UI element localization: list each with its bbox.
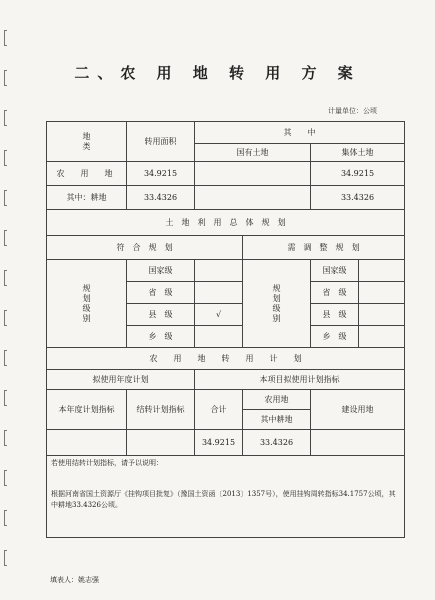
note-question: 若使用结转计划指标，请予以说明： (51, 459, 163, 467)
linked-quota-header: 结转计划指标 (127, 390, 195, 430)
current-year-value (47, 430, 127, 456)
master-plan-heading: 土 地 利 用 总 体 规 划 (47, 210, 405, 236)
row-area: 33.4326 (127, 186, 195, 210)
project-quota-header: 本项目拟使用计划指标 (195, 370, 405, 390)
adjust-mark (359, 304, 405, 326)
level-name: 乡 级 (127, 326, 195, 348)
table-row (47, 186, 405, 210)
cultivated-value: 33.4326 (243, 430, 311, 456)
adjust-plan-header: 需 调 整 规 划 (243, 236, 405, 260)
row-area: 34.9215 (127, 162, 195, 186)
level-name: 国家级 (311, 260, 359, 282)
level-name: 县 级 (311, 304, 359, 326)
conform-mark (195, 282, 243, 304)
note-explanation: 根据河南省国土资源厅《挂钩项目批复》（豫国土资函〔2013〕1357号），使用挂钩周转指标34.1757公顷，其中耕地33.4326公顷。 (51, 490, 396, 509)
total-value: 34.9215 (195, 430, 243, 456)
level-name: 省 级 (127, 282, 195, 304)
row-collective: 33.4326 (311, 186, 405, 210)
collective-land-header: 集体土地 (311, 144, 405, 162)
table-row (47, 162, 405, 186)
row-label: 农 用 地 (47, 162, 127, 186)
level-name: 国家级 (127, 260, 195, 282)
transfer-plan-heading: 农 用 地 转 用 计 划 (47, 348, 405, 370)
adjust-mark (359, 326, 405, 348)
conform-mark (195, 326, 243, 348)
adjust-mark (359, 282, 405, 304)
construction-land-header: 建设用地 (311, 390, 405, 430)
state-land-header: 国有土地 (195, 144, 311, 162)
conform-mark: √ (195, 304, 243, 326)
plan-level-label-left: 规 划 级 别 (47, 260, 127, 348)
form-filler: 填表人：姚志强 (50, 576, 99, 584)
row-collective: 34.9215 (311, 162, 405, 186)
construction-value (311, 430, 405, 456)
row-state (195, 186, 311, 210)
land-transfer-table (46, 121, 405, 538)
level-name: 乡 级 (311, 326, 359, 348)
row-state (195, 162, 311, 186)
current-year-quota-header: 本年度计划指标 (47, 390, 127, 430)
linked-value (127, 430, 195, 456)
table-row (47, 430, 405, 456)
conform-mark (195, 260, 243, 282)
among-header: 其 中 (195, 122, 405, 144)
page-title: 二、农 用 地 转 用 方 案 (74, 64, 361, 82)
note-cell (47, 456, 405, 538)
agri-land-header: 农用地 (243, 390, 311, 410)
level-name: 县 级 (127, 304, 195, 326)
land-type-header: 地 类 (47, 122, 127, 162)
plan-level-label-right: 规 划 级 别 (243, 260, 311, 348)
total-header: 合计 (195, 390, 243, 430)
row-label: 其中：耕地 (47, 186, 127, 210)
transfer-area-header: 转用面积 (127, 122, 195, 162)
conform-plan-header: 符 合 规 划 (47, 236, 243, 260)
level-name: 省 级 (311, 282, 359, 304)
binding-holes (4, 30, 10, 590)
cultivated-header: 其中耕地 (243, 410, 311, 430)
unit-label: 计量单位：公顷 (328, 107, 377, 115)
annual-plan-header: 拟使用年度计划 (47, 370, 195, 390)
adjust-mark (359, 260, 405, 282)
